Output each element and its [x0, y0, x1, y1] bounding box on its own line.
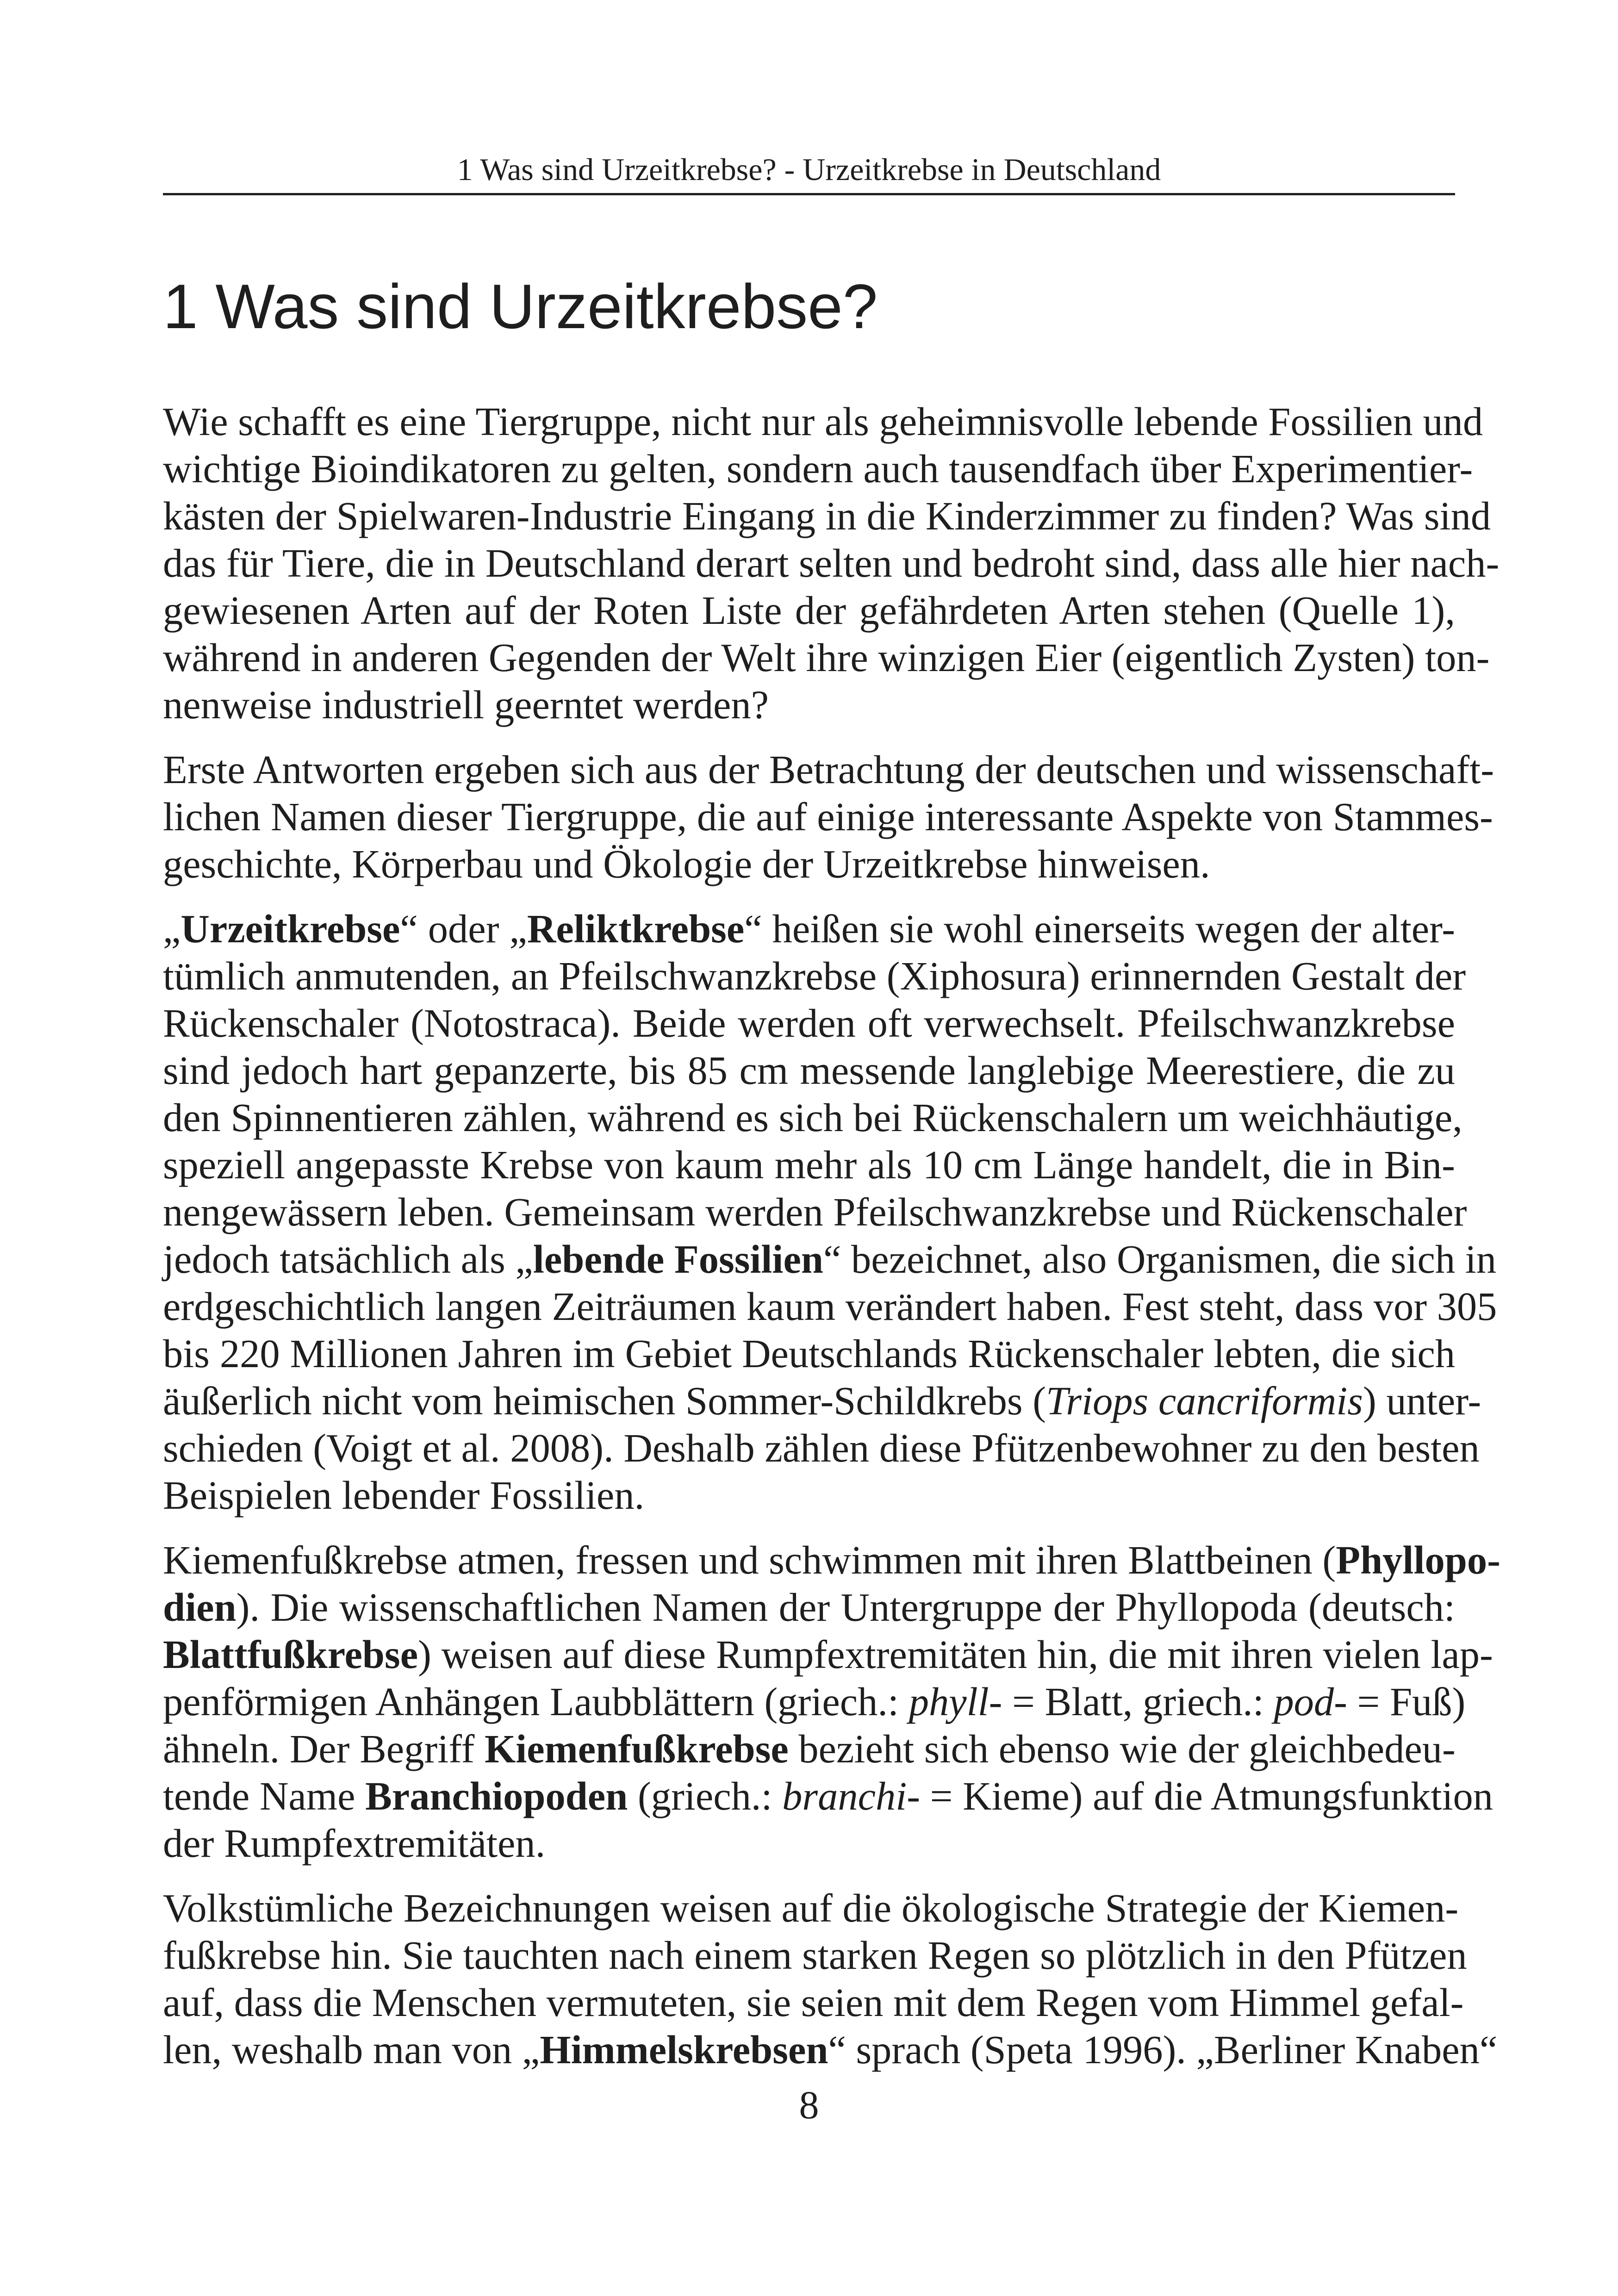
- paragraph: [163, 905, 1497, 1519]
- bold-term: Phyllopo-: [1336, 1538, 1500, 1582]
- text-line: [163, 746, 1494, 793]
- text-segment: während in anderen Gegenden der Welt ihre winzigen Eier (eigentlich Zysten) ton-: [163, 635, 1490, 680]
- text-segment: tende Name: [163, 1774, 366, 1818]
- paragraph: [163, 398, 1500, 728]
- text-line: [163, 1885, 1459, 1932]
- text-line: [163, 1236, 1496, 1283]
- text-line: [163, 1820, 1455, 1867]
- text-segment: jedoch tatsächlich als „: [163, 1237, 533, 1282]
- text-segment: Rückenschaler (Notostraca). Beide werden oft verwechselt. Pfeilschwanzkrebse: [163, 1001, 1455, 1045]
- text-line: [163, 1773, 1494, 1820]
- text-line: [163, 1631, 1493, 1678]
- text-line: [163, 952, 1466, 1000]
- text-line: [163, 540, 1500, 587]
- running-header-title: 1 Was sind Urzeitkrebse? - Urzeitkrebse in Deutschland: [457, 152, 1161, 187]
- text-line: [163, 905, 1455, 952]
- bold-term: Branchiopoden: [365, 1774, 628, 1818]
- running-header: [163, 147, 1455, 195]
- text-segment: - = Blatt, griech.:: [989, 1680, 1274, 1724]
- text-line: [163, 1283, 1497, 1330]
- text-segment: bezieht sich ebenso wie der gleichbedeu-: [788, 1727, 1456, 1771]
- text-line: [163, 445, 1473, 492]
- text-segment: “ oder „: [400, 907, 527, 951]
- text-segment: auf, dass die Menschen vermuteten, sie seien mit dem Regen vom Himmel gefal-: [163, 1980, 1464, 2025]
- text-line: [163, 1047, 1455, 1094]
- italic-term: pod: [1274, 1680, 1334, 1724]
- text-line: [163, 1584, 1455, 1631]
- text-segment: Volkstümliche Bezeichnungen weisen auf die ökologische Strategie der Kiemen-: [163, 1886, 1459, 1930]
- text-segment: tümlich anmutenden, an Pfeilschwanzkrebse (Xiphosura) erinnernden Gestalt der: [163, 954, 1466, 998]
- bold-term: Himmelskrebsen: [540, 2028, 828, 2072]
- italic-term: Triops cancriformis: [1046, 1379, 1363, 1423]
- chapter-title: 1 Was sind Urzeitkrebse?: [163, 271, 878, 342]
- text-segment: Kiemenfußkrebse atmen, fressen und schwimmen mit ihren Blattbeinen (: [163, 1538, 1336, 1582]
- text-segment: - = Fuß): [1334, 1680, 1466, 1724]
- text-line: [163, 1141, 1455, 1188]
- text-line: [163, 1725, 1455, 1773]
- text-segment: len, weshalb man von „: [163, 2028, 540, 2072]
- text-segment: geschichte, Körperbau und Ökologie der Urzeitkrebse hinweisen.: [163, 842, 1210, 886]
- text-segment: „: [163, 907, 181, 951]
- italic-term: phyll: [909, 1680, 989, 1724]
- text-line: [163, 1472, 1455, 1519]
- text-segment: penförmigen Anhängen Laubblättern (griech.:: [163, 1680, 909, 1724]
- body-text: [163, 398, 1500, 2091]
- text-segment: “ heißen sie wohl einerseits wegen der alter-: [744, 907, 1455, 951]
- bold-term: lebende Fossilien: [533, 1237, 823, 1282]
- text-line: [163, 1188, 1467, 1236]
- text-segment: lichen Namen dieser Tiergruppe, die auf einige interessante Aspekte von Stammes-: [163, 795, 1493, 839]
- paragraph: [163, 1885, 1498, 2073]
- text-segment: ähneln. Der Begriff: [163, 1727, 485, 1771]
- text-segment: erdgeschichtlich langen Zeiträumen kaum verändert haben. Fest steht, dass vor 305: [163, 1284, 1497, 1329]
- text-segment: “ bezeichnet, also Organismen, die sich in: [823, 1237, 1496, 1282]
- text-segment: wichtige Bioindikatoren zu gelten, sondern auch tausendfach über Experimentier-: [163, 447, 1473, 491]
- text-segment: den Spinnentieren zählen, während es sich bei Rückenschalern um weichhäutige,: [163, 1095, 1462, 1140]
- text-segment: ) weisen auf diese Rumpfextremitäten hin, die mit ihren vielen lap-: [418, 1632, 1493, 1677]
- bold-term: Blattfußkrebse: [163, 1632, 418, 1677]
- text-line: [163, 1979, 1464, 2026]
- bold-term: dien: [163, 1585, 236, 1630]
- text-line: [163, 398, 1483, 445]
- text-segment: der Rumpfextremitäten.: [163, 1821, 546, 1866]
- text-segment: (griech.:: [628, 1774, 783, 1818]
- text-segment: fußkrebse hin. Sie tauchten nach einem starken Regen so plötzlich in den Pfützen: [163, 1933, 1467, 1978]
- paragraph: [163, 1537, 1500, 1867]
- text-segment: “ sprach (Speta 1996). „Berliner Knaben“: [828, 2028, 1498, 2072]
- paragraph: [163, 746, 1494, 888]
- bold-term: Reliktkrebse: [527, 907, 745, 951]
- text-segment: nenweise industriell geerntet werden?: [163, 683, 769, 727]
- text-line: [163, 681, 1455, 728]
- text-segment: kästen der Spielwaren-Industrie Eingang in die Kinderzimmer zu finden? Was sind: [163, 494, 1491, 538]
- text-segment: schieden (Voigt et al. 2008). Deshalb zählen diese Pfützenbewohner zu den besten: [163, 1426, 1480, 1470]
- text-line: [163, 1000, 1455, 1047]
- italic-term: branchi: [782, 1774, 907, 1818]
- text-segment: bis 220 Millionen Jahren im Gebiet Deutschlands Rückenschaler lebten, die sich: [163, 1332, 1455, 1376]
- text-segment: Beispielen lebender Fossilien.: [163, 1473, 645, 1518]
- text-line: [163, 1425, 1480, 1472]
- text-line: [163, 492, 1491, 540]
- text-line: [163, 634, 1490, 681]
- text-line: [163, 587, 1455, 634]
- bold-term: Kiemenfußkrebse: [484, 1727, 789, 1771]
- text-line: [163, 2026, 1498, 2073]
- text-line: [163, 1377, 1481, 1425]
- text-segment: Erste Antworten ergeben sich aus der Betrachtung der deutschen und wissenschaft-: [163, 747, 1494, 792]
- text-line: [163, 793, 1493, 840]
- text-segment: ) unter-: [1363, 1379, 1481, 1423]
- text-segment: - = Kieme) auf die Atmungsfunktion: [907, 1774, 1494, 1818]
- text-line: [163, 1678, 1466, 1725]
- text-line: [163, 1330, 1455, 1377]
- text-line: [163, 840, 1455, 888]
- text-segment: äußerlich nicht vom heimischen Sommer-Schildkrebs (: [163, 1379, 1046, 1423]
- text-segment: Wie schafft es eine Tiergruppe, nicht nur als geheimnisvolle lebende Fossilien und: [163, 399, 1483, 444]
- text-line: [163, 1094, 1462, 1141]
- text-line: [163, 1932, 1467, 1979]
- bold-term: Urzeitkrebse: [180, 907, 400, 951]
- text-segment: sind jedoch hart gepanzerte, bis 85 cm messende langlebige Meerestiere, die zu: [163, 1048, 1455, 1093]
- text-segment: gewiesenen Arten auf der Roten Liste der gefährdeten Arten stehen (Quelle 1),: [163, 588, 1455, 633]
- page-number: 8: [799, 2083, 819, 2127]
- text-segment: ). Die wissenschaftlichen Namen der Untergruppe der Phyllopoda (deutsch:: [236, 1585, 1455, 1630]
- text-segment: nengewässern leben. Gemeinsam werden Pfeilschwanzkrebse und Rückenschaler: [163, 1190, 1467, 1234]
- text-segment: das für Tiere, die in Deutschland derart selten und bedroht sind, dass alle hier nach-: [163, 541, 1500, 585]
- text-line: [163, 1537, 1500, 1584]
- text-segment: speziell angepasste Krebse von kaum mehr als 10 cm Länge handelt, die in Bin-: [163, 1143, 1455, 1187]
